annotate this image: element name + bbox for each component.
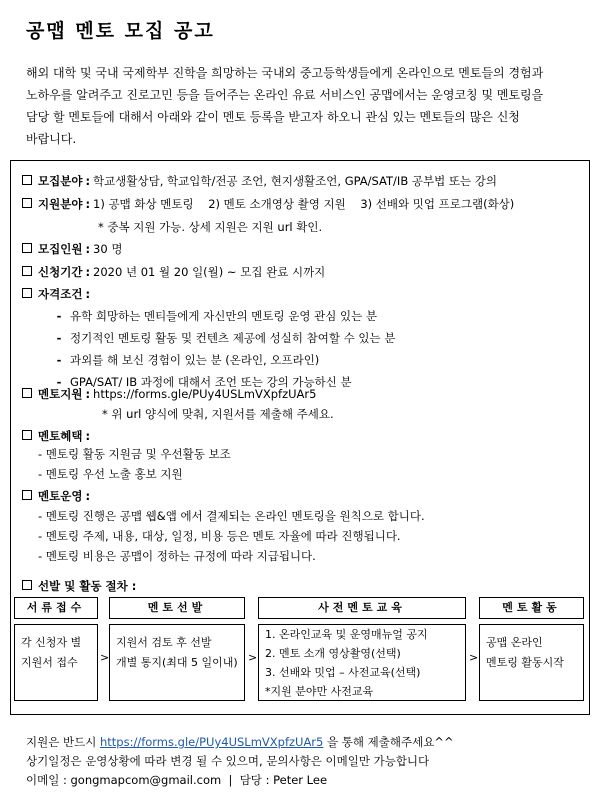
intro-line: 노하우를 알려주고 진로고민 등을 들어주는 온라인 유료 서비스인 공맵에서는 운영코칭 및 멘토링을: [26, 88, 544, 102]
headcount-value: 30 명: [93, 242, 123, 256]
apply-label: 멘토지원: [38, 387, 83, 401]
process-step-header: 서류접수: [14, 597, 98, 619]
arrow-icon: >: [100, 651, 110, 664]
apply-note: * 위 url 양식에 맞춰, 지원서를 제출해 주세요.: [102, 407, 334, 421]
operation-item: 멘토링 비용은 공맵이 정하는 규정에 따라 지급됩니다.: [45, 549, 316, 563]
footer-line-1: [26, 733, 454, 752]
process-step-line: *지원 분야만 사전교육: [265, 685, 374, 698]
field-value: 학교생활상담, 학교입학/전공 조언, 현지생활조언, GPA/SAT/IB 공부법 또는 강의: [93, 174, 497, 188]
checkbox-icon: [22, 175, 32, 185]
checkbox-icon: [22, 490, 32, 500]
process-step-line: 2. 멘토 소개 영상촬영(선택): [265, 647, 401, 660]
field-label: 모집분야: [38, 174, 83, 188]
list-item: - 멘토링 비용은 공맵이 정하는 규정에 따라 지급됩니다.: [38, 549, 316, 563]
process-step-header: 멘토활동: [479, 597, 584, 619]
process-step-line: 1. 온라인교육 및 운영매뉴얼 공지: [265, 628, 428, 641]
checkbox-icon: [22, 266, 32, 276]
intro-paragraph: [26, 62, 578, 150]
section-support-field: 지원분야 : 1) 공맵 화상 멘토링 2) 멘토 소개영상 촬영 지원 3) 선배와 밋업 프로그램(화상): [22, 196, 514, 212]
process-step-line: 3. 선배와 밋업 – 사전교육(선택): [265, 666, 421, 679]
section-benefits: 멘토혜택 :: [22, 428, 93, 444]
process-step-box: [14, 624, 98, 701]
process-step-line: 지원서 접수: [21, 656, 78, 669]
intro-line: 해외 대학 및 국내 국제학부 진학을 희망하는 국내외 중고등학생들에게 온라인으로 멘토들의 경험과: [26, 66, 544, 80]
section-qualification: 자격조건 :: [22, 286, 93, 302]
list-item: - 유학 희망하는 멘티들에게 자신만의 멘토링 운영 관심 있는 분: [56, 309, 377, 323]
section-apply: 멘토지원 : https://forms.gle/PUy4USLmVXpfzUAr5: [22, 386, 316, 402]
process-step-line: 지원서 검토 후 선발: [116, 636, 212, 649]
footer-text: 을 통해 제출해주세요^^: [327, 735, 454, 749]
qualification-label: 자격조건: [38, 287, 83, 301]
page-title: 공맵 멘토 모집 공고: [26, 20, 215, 42]
arrow-icon: >: [248, 651, 258, 664]
footer-line-2: 상기일정은 운영상황에 따라 변경 될 수 있으며, 문의사항은 이메일만 가능합니다: [26, 754, 430, 768]
process-step-box: [109, 624, 245, 701]
apply-link[interactable]: https://forms.gle/PUy4USLmVXpfzUAr5: [99, 735, 324, 749]
process-step-header: 멘토선발: [109, 597, 245, 619]
period-label: 신청기간: [38, 265, 83, 279]
qualification-item: 정기적인 멘토링 활동 및 컨텐츠 제공에 성실히 참여할 수 있는 분: [70, 331, 396, 345]
process-step-line: 멘토링 활동시작: [486, 656, 564, 669]
section-field: 모집분야 : 학교생활상담, 학교입학/전공 조언, 현지생활조언, GPA/SAT/IB 공부법 또는 강의: [22, 173, 497, 189]
list-item: - 멘토링 우선 노출 홍보 지원: [38, 467, 183, 481]
process-step-line: 각 신청자 별: [21, 636, 82, 649]
process-label: 선발 및 활동 절차 :: [38, 579, 137, 593]
section-operation: 멘토운영 :: [22, 488, 93, 504]
footer-text: 지원은 반드시: [26, 735, 97, 749]
process-step-box: [479, 624, 584, 701]
checkbox-icon: [22, 243, 32, 253]
section-headcount: 모집인원 : 30 명: [22, 241, 122, 257]
qualification-item: GPA/SAT/ IB 과정에 대해서 조언 또는 강의 가능하신 분: [70, 375, 352, 389]
footer: [26, 733, 454, 790]
list-item: - 멘토링 주제, 내용, 대상, 일정, 비용 등은 멘토 자율에 따라 진행됩니다.: [38, 529, 401, 543]
intro-line: 바랍니다.: [26, 132, 77, 146]
benefit-item: 멘토링 활동 지원금 및 우선활동 보조: [45, 447, 231, 461]
support-field-note: * 중복 지원 가능. 상세 지원은 지원 url 확인.: [98, 220, 323, 234]
process-step-line: 공맵 온라인: [486, 636, 543, 649]
list-item: - GPA/SAT/ IB 과정에 대해서 조언 또는 강의 가능하신 분: [56, 375, 352, 389]
benefits-label: 멘토혜택: [38, 429, 83, 443]
benefit-item: 멘토링 우선 노출 홍보 지원: [45, 467, 183, 481]
checkbox-icon: [22, 198, 32, 208]
operation-item: 멘토링 진행은 공맵 웹&앱 에서 결제되는 온라인 멘토링을 원칙으로 합니다.: [45, 509, 425, 523]
support-field-label: 지원분야: [38, 197, 83, 211]
intro-line: 담당 할 멘토들에 대해서 아래와 같이 멘토 등록을 받고자 하오니 관심 있는 멘토들의 많은 신청: [26, 110, 520, 124]
checkbox-icon: [22, 580, 32, 590]
process-step-header: 사전멘토교육: [258, 597, 466, 619]
list-item: - 멘토링 진행은 공맵 웹&앱 에서 결제되는 온라인 멘토링을 원칙으로 합니다.: [38, 509, 425, 523]
process-step-line: 개별 통지(최대 5 일이내): [116, 656, 238, 669]
qualification-item: 유학 희망하는 멘티들에게 자신만의 멘토링 운영 관심 있는 분: [70, 309, 377, 323]
section-period: 신청기간 : 2020 년 01 월 20 일(월) ~ 모집 완료 시까지: [22, 264, 325, 280]
section-process: [22, 578, 136, 594]
checkbox-icon: [22, 388, 32, 398]
qualification-item: 과외를 해 보신 경험이 있는 분 (온라인, 오프라인): [70, 353, 320, 367]
period-value: 2020 년 01 월 20 일(월) ~ 모집 완료 시까지: [93, 265, 326, 279]
arrow-icon: >: [469, 651, 479, 664]
process-step-box: [258, 624, 466, 701]
operation-item: 멘토링 주제, 내용, 대상, 일정, 비용 등은 멘토 자율에 따라 진행됩니다.: [45, 529, 401, 543]
list-item: - 멘토링 활동 지원금 및 우선활동 보조: [38, 447, 231, 461]
operation-label: 멘토운영: [38, 489, 83, 503]
footer-line-3: 이메일 : gongmapcom@gmail.com | 담당 : Peter Lee: [26, 773, 328, 787]
apply-url[interactable]: https://forms.gle/PUy4USLmVXpfzUAr5: [93, 387, 317, 401]
support-field-value: 1) 공맵 화상 멘토링 2) 멘토 소개영상 촬영 지원 3) 선배와 밋업 프로그램(화상): [93, 197, 515, 211]
list-item: - 과외를 해 보신 경험이 있는 분 (온라인, 오프라인): [56, 353, 320, 367]
headcount-label: 모집인원: [38, 242, 83, 256]
list-item: - 정기적인 멘토링 활동 및 컨텐츠 제공에 성실히 참여할 수 있는 분: [56, 331, 396, 345]
checkbox-icon: [22, 430, 32, 440]
checkbox-icon: [22, 288, 32, 298]
